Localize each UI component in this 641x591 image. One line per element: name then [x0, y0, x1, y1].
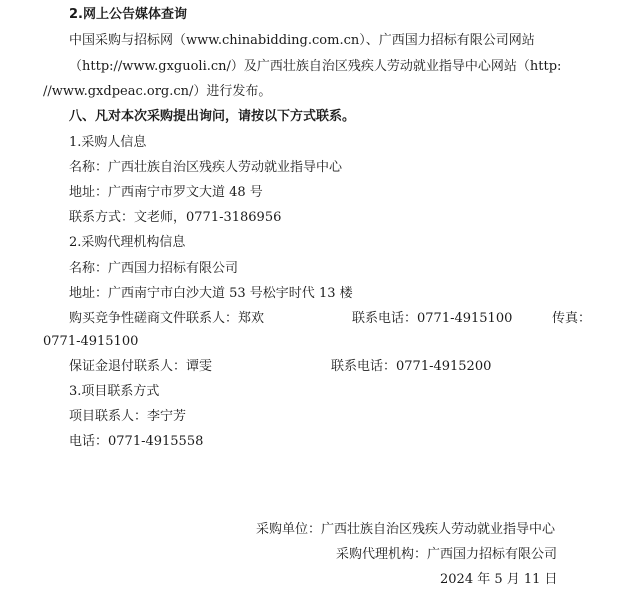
media-line-2: （http://www.gxguoli.cn/）及广西壮族自治区残疾人劳动就业指导中心网站（http:	[69, 59, 562, 74]
purchaser-heading: 1.采购人信息	[69, 135, 147, 150]
project-contact: 项目联系人：李宁芳	[69, 409, 187, 424]
media-line-1: 中国采购与招标网（www.chinabidding.com.cn）、广西国力招标有限公司网站	[69, 33, 535, 48]
purchaser-contact: 联系方式：文老师，0771-3186956	[69, 210, 282, 225]
signature-purchaser: 采购单位：广西壮族自治区残疾人劳动就业指导中心	[256, 522, 556, 537]
signature-agency: 采购代理机构：广西国力招标有限公司	[336, 547, 558, 562]
agency-name: 名称：广西国力招标有限公司	[69, 261, 239, 276]
purchaser-address: 地址：广西南宁市罗文大道 48 号	[69, 185, 263, 200]
purchaser-name: 名称：广西壮族自治区残疾人劳动就业指导中心	[69, 160, 343, 175]
agency-heading: 2.采购代理机构信息	[69, 235, 186, 250]
project-heading: 3.项目联系方式	[69, 384, 160, 399]
deposit-phone: 联系电话：0771-4915200	[331, 359, 492, 374]
fax-label: 传真：	[552, 311, 592, 326]
deposit-contact: 保证金退付联系人：谭雯	[69, 359, 213, 374]
doc-contact: 购买竞争性磋商文件联系人：郑欢	[69, 311, 265, 326]
agency-address: 地址：广西南宁市白沙大道 53 号松宇时代 13 楼	[69, 286, 353, 301]
fax-number: 0771-4915100	[43, 334, 139, 349]
media-line-3: //www.gxdpeac.org.cn/）进行发布。	[43, 84, 272, 99]
section-2-heading: 2.网上公告媒体查询	[69, 7, 187, 22]
project-phone: 电话：0771-4915558	[69, 434, 204, 449]
section-8-heading: 八、凡对本次采购提出询问，请按以下方式联系。	[69, 109, 356, 124]
doc-phone: 联系电话：0771-4915100	[352, 311, 513, 326]
signature-date: 2024 年 5 月 11 日	[440, 572, 558, 587]
